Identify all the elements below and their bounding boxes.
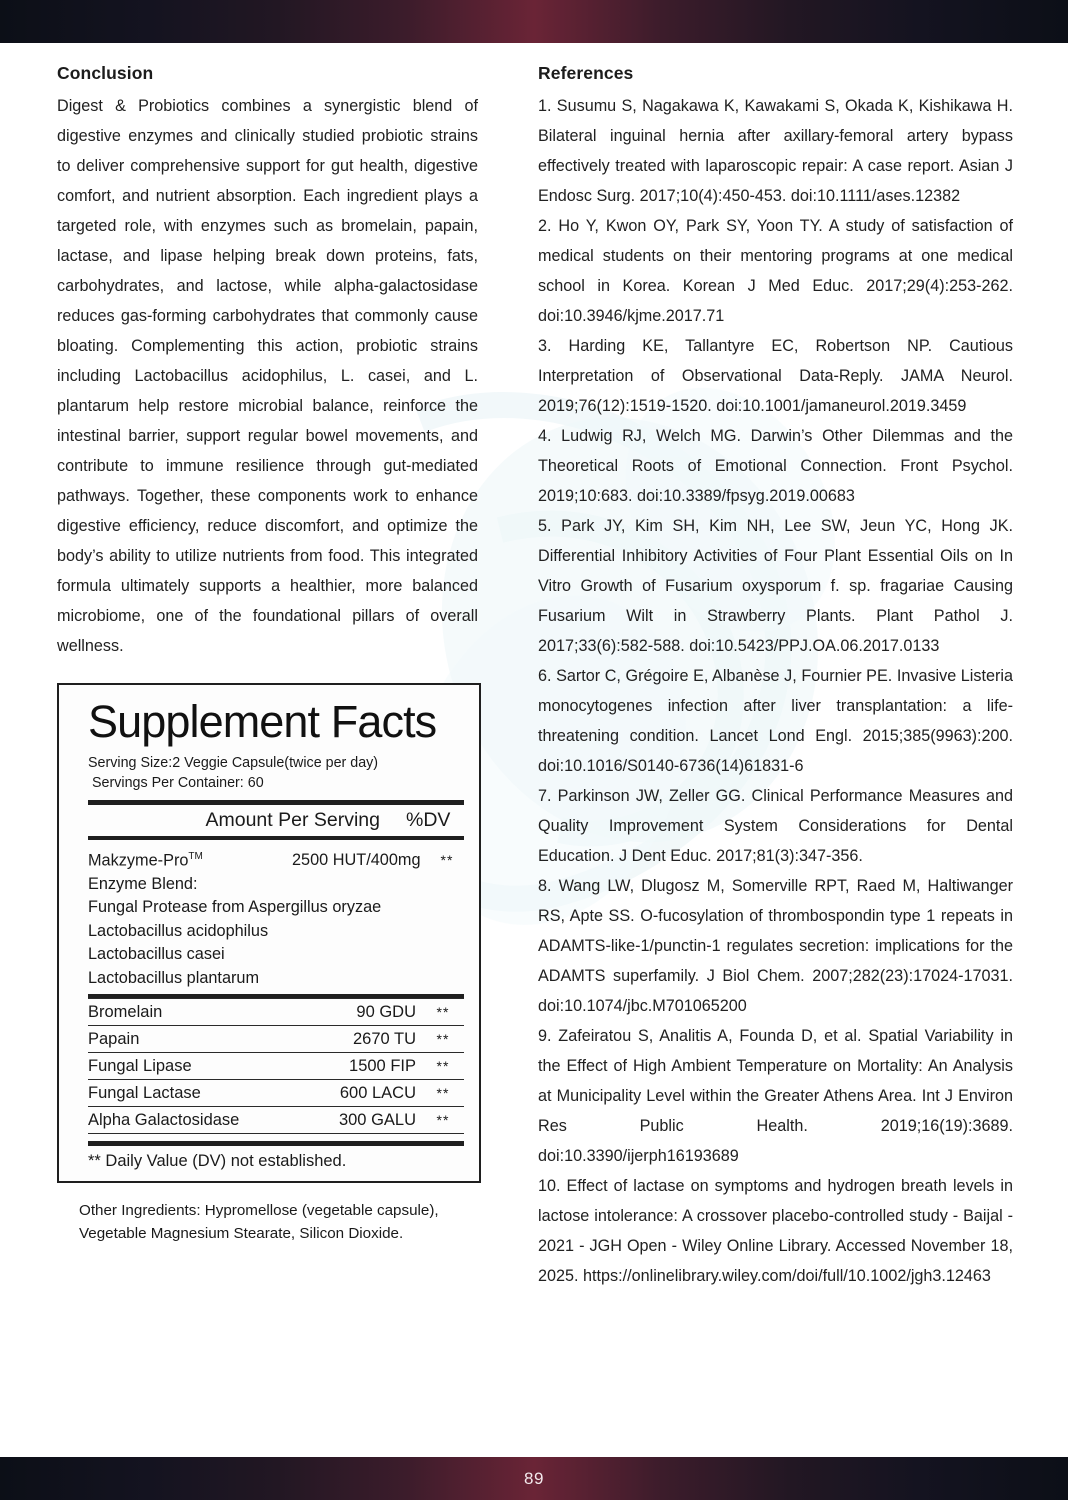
footer-decorative-band bbox=[0, 1457, 1068, 1500]
ingredient-name: Bromelain bbox=[88, 1003, 163, 1022]
servings-per-container-text: Servings Per Container: 60 bbox=[92, 775, 264, 791]
blend-member: Fungal Protease from Aspergillus oryzae bbox=[88, 898, 382, 917]
table-row bbox=[88, 998, 464, 1026]
ingredient-dv-marker: ** bbox=[436, 1031, 450, 1048]
list-item: 4. Ludwig RJ, Welch MG. Darwin’s Other Dilemmas and the Theoretical Roots of Emotional Connection. Front Psychol. 2019;10:683. doi:10.3389/fpsyg.2019.00683 bbox=[538, 427, 1013, 505]
ingredient-name: Alpha Galactosidase bbox=[88, 1111, 240, 1130]
daily-value-footnote: ** Daily Value (DV) not established. bbox=[88, 1152, 347, 1171]
supplement-facts-panel bbox=[57, 683, 481, 1183]
blend-primary-row bbox=[88, 845, 464, 873]
enzyme-blend-group bbox=[88, 845, 464, 990]
right-column bbox=[530, 63, 1068, 1291]
left-column bbox=[0, 63, 530, 1291]
table-row bbox=[88, 1107, 464, 1134]
blend-amount: 2500 HUT/400mg bbox=[292, 851, 421, 870]
trademark-symbol: TM bbox=[188, 851, 203, 862]
references-list bbox=[538, 91, 1013, 1291]
ingredient-amount: 90 GDU bbox=[356, 1003, 416, 1022]
ingredient-amount: 600 LACU bbox=[339, 1084, 416, 1103]
table-row bbox=[88, 1080, 464, 1107]
conclusion-paragraph: Digest & Probiotics combines a synergistic blend of digestive enzymes and clinically studied probiotic strains to deliver comprehensive support for gut health, digestive comfort, and nutrient absorption. Each ingredient plays a targeted role, with enzymes such as bromelain, papain, lactase, and lipase helping break down proteins, fats, carbohydrates, and lactose, while alpha-galactosidase reduces gas-forming carbohydrates that commonly cause bloating. Complementing this action, probiotic strains including Lactobacillus acidophilus, L. casei, and L. plantarum help restore microbial balance, reinforce the intestinal barrier, support regular bowel movements, and contribute to immune resilience through gut-mediated pathways. Together, these components work to enhance digestive efficiency, reduce discomfort, and optimize the body’s ability to utilize nutrients from food. This integrated formula ultimately supports a healthier, more balanced microbiome, one of the foundational pillars of overall wellness. bbox=[57, 97, 478, 655]
ingredient-name: Fungal Lactase bbox=[88, 1084, 201, 1103]
ingredient-amount: 1500 FIP bbox=[349, 1057, 416, 1076]
blend-member: Lactobacillus casei bbox=[88, 945, 225, 964]
supplement-facts-title: Supplement Facts bbox=[88, 696, 437, 747]
table-row bbox=[88, 1053, 464, 1080]
list-item: 9. Zafeiratou S, Analitis A, Founda D, et al. Spatial Variability in the Effect of High Ambient Temperature on Mortality: An Analysis at Municipality Level within the Greater Athens Area. Int J Environ Res Public Health. 2019;16(19):3689. doi:10.3390/ijerph16193689 bbox=[538, 1027, 1013, 1165]
blend-name-text: Makzyme-Pro bbox=[88, 851, 189, 870]
daily-value-header: %DV bbox=[406, 809, 451, 831]
blend-member: Lactobacillus plantarum bbox=[88, 968, 260, 987]
ingredient-dv-marker: ** bbox=[436, 1004, 450, 1021]
blend-member: Lactobacillus acidophilus bbox=[88, 921, 269, 940]
header-decorative-band bbox=[0, 0, 1068, 43]
two-column-layout bbox=[0, 63, 1068, 1291]
blend-subtitle: Enzyme Blend: bbox=[88, 874, 198, 893]
ingredient-amount: 2670 TU bbox=[353, 1030, 416, 1049]
page-number: 89 bbox=[524, 1468, 544, 1488]
conclusion-heading: Conclusion bbox=[57, 63, 154, 83]
divider-below-header bbox=[88, 836, 464, 840]
list-item: 3. Harding KE, Tallantyre EC, Robertson NP. Cautious Interpretation of Observational Data-Reply. JAMA Neurol. 2019;76(12):1519-1520. doi:10.1001/jamaneurol.2019.3459 bbox=[538, 337, 1013, 415]
blend-name bbox=[88, 845, 292, 873]
list-item: 8. Wang LW, Dlugosz M, Somerville RPT, Raed M, Haltiwanger RS, Apte SS. O-fucosylation of thrombospondin type 1 repeats in ADAMTS-like-1/punctin-1 regulates secretion: implications for the ADAMTS superfamily. J Biol Chem. 2007;282(23):17024-17031. doi:10.1074/jbc.M701065200 bbox=[538, 877, 1013, 1015]
references-heading: References bbox=[538, 63, 634, 83]
list-item: 5. Park JY, Kim SH, Kim NH, Lee SW, Jeun YC, Hong JK. Differential Inhibitory Activities of Four Plant Essential Oils on In Vitro Growth of Fusarium oxysporum f. sp. fragariae Causing Fusarium Wilt in Strawberry Plants. Plant Pathol J. 2017;33(6):582-588. doi:10.5423/PPJ.OA.06.2017.0133 bbox=[538, 517, 1013, 655]
ingredient-name: Fungal Lipase bbox=[88, 1057, 192, 1076]
ingredient-amount: 300 GALU bbox=[338, 1111, 416, 1130]
table-row bbox=[88, 1026, 464, 1053]
list-item: 6. Sartor C, Grégoire E, Albanèse J, Fournier PE. Invasive Listeria monocytogenes infection after liver transplantation: a life-threatening condition. Lancet Lond Engl. 2015;385(9963):200. doi:10.1016/S0140-6736(14)61831-6 bbox=[538, 667, 1013, 775]
page-content bbox=[0, 43, 1068, 1457]
list-item: 10. Effect of lactase on symptoms and hydrogen breath levels in lactose intolerance: A crossover placebo-controlled study - Baijal - 2021 - JGH Open - Wiley Online Library. Accessed November 18, 2025. https://onlinelibrary.wiley.com/doi/full/10.1002/jgh3.12463 bbox=[538, 1177, 1013, 1285]
ingredient-dv-marker: ** bbox=[436, 1112, 450, 1129]
ingredient-dv-marker: ** bbox=[436, 1085, 450, 1102]
other-ingredients-text: Other Ingredients: Hypromellose (vegetable capsule), Vegetable Magnesium Stearate, Silicon Dioxide. bbox=[79, 1202, 439, 1243]
amount-per-serving-header: Amount Per Serving bbox=[205, 809, 380, 831]
serving-size-text: Serving Size:2 Veggie Capsule(twice per day) bbox=[88, 755, 379, 771]
list-item: 7. Parkinson JW, Zeller GG. Clinical Performance Measures and Quality Improvement System Considerations for Dental Education. J Dent Educ. 2017;81(3):347-356. bbox=[538, 787, 1013, 865]
blend-dv-marker: ** bbox=[440, 852, 454, 869]
supplement-facts-figure bbox=[57, 683, 481, 1245]
divider-thick-top bbox=[88, 800, 464, 805]
list-item: 1. Susumu S, Nagakawa K, Kawakami S, Okada K, Kishikawa H. Bilateral inguinal hernia after axillary-femoral artery bypass effectively treated with laparoscopic repair: A case report. Asian J Endosc Surg. 2017;10(4):450-453. doi:10.1111/ases.12382 bbox=[538, 97, 1013, 205]
ingredient-dv-marker: ** bbox=[436, 1058, 450, 1075]
supplement-table-header-row bbox=[88, 809, 464, 832]
ingredient-name: Papain bbox=[88, 1030, 140, 1049]
divider-thick-bottom bbox=[88, 1141, 464, 1146]
supplement-ingredient-rows bbox=[88, 998, 464, 1134]
list-item: 2. Ho Y, Kwon OY, Park SY, Yoon TY. A study of satisfaction of medical students on their mentoring programs at one medical school in Korea. Korean J Med Educ. 2017;29(4):253-262. doi:10.3946/kjme.2017.71 bbox=[538, 217, 1013, 325]
